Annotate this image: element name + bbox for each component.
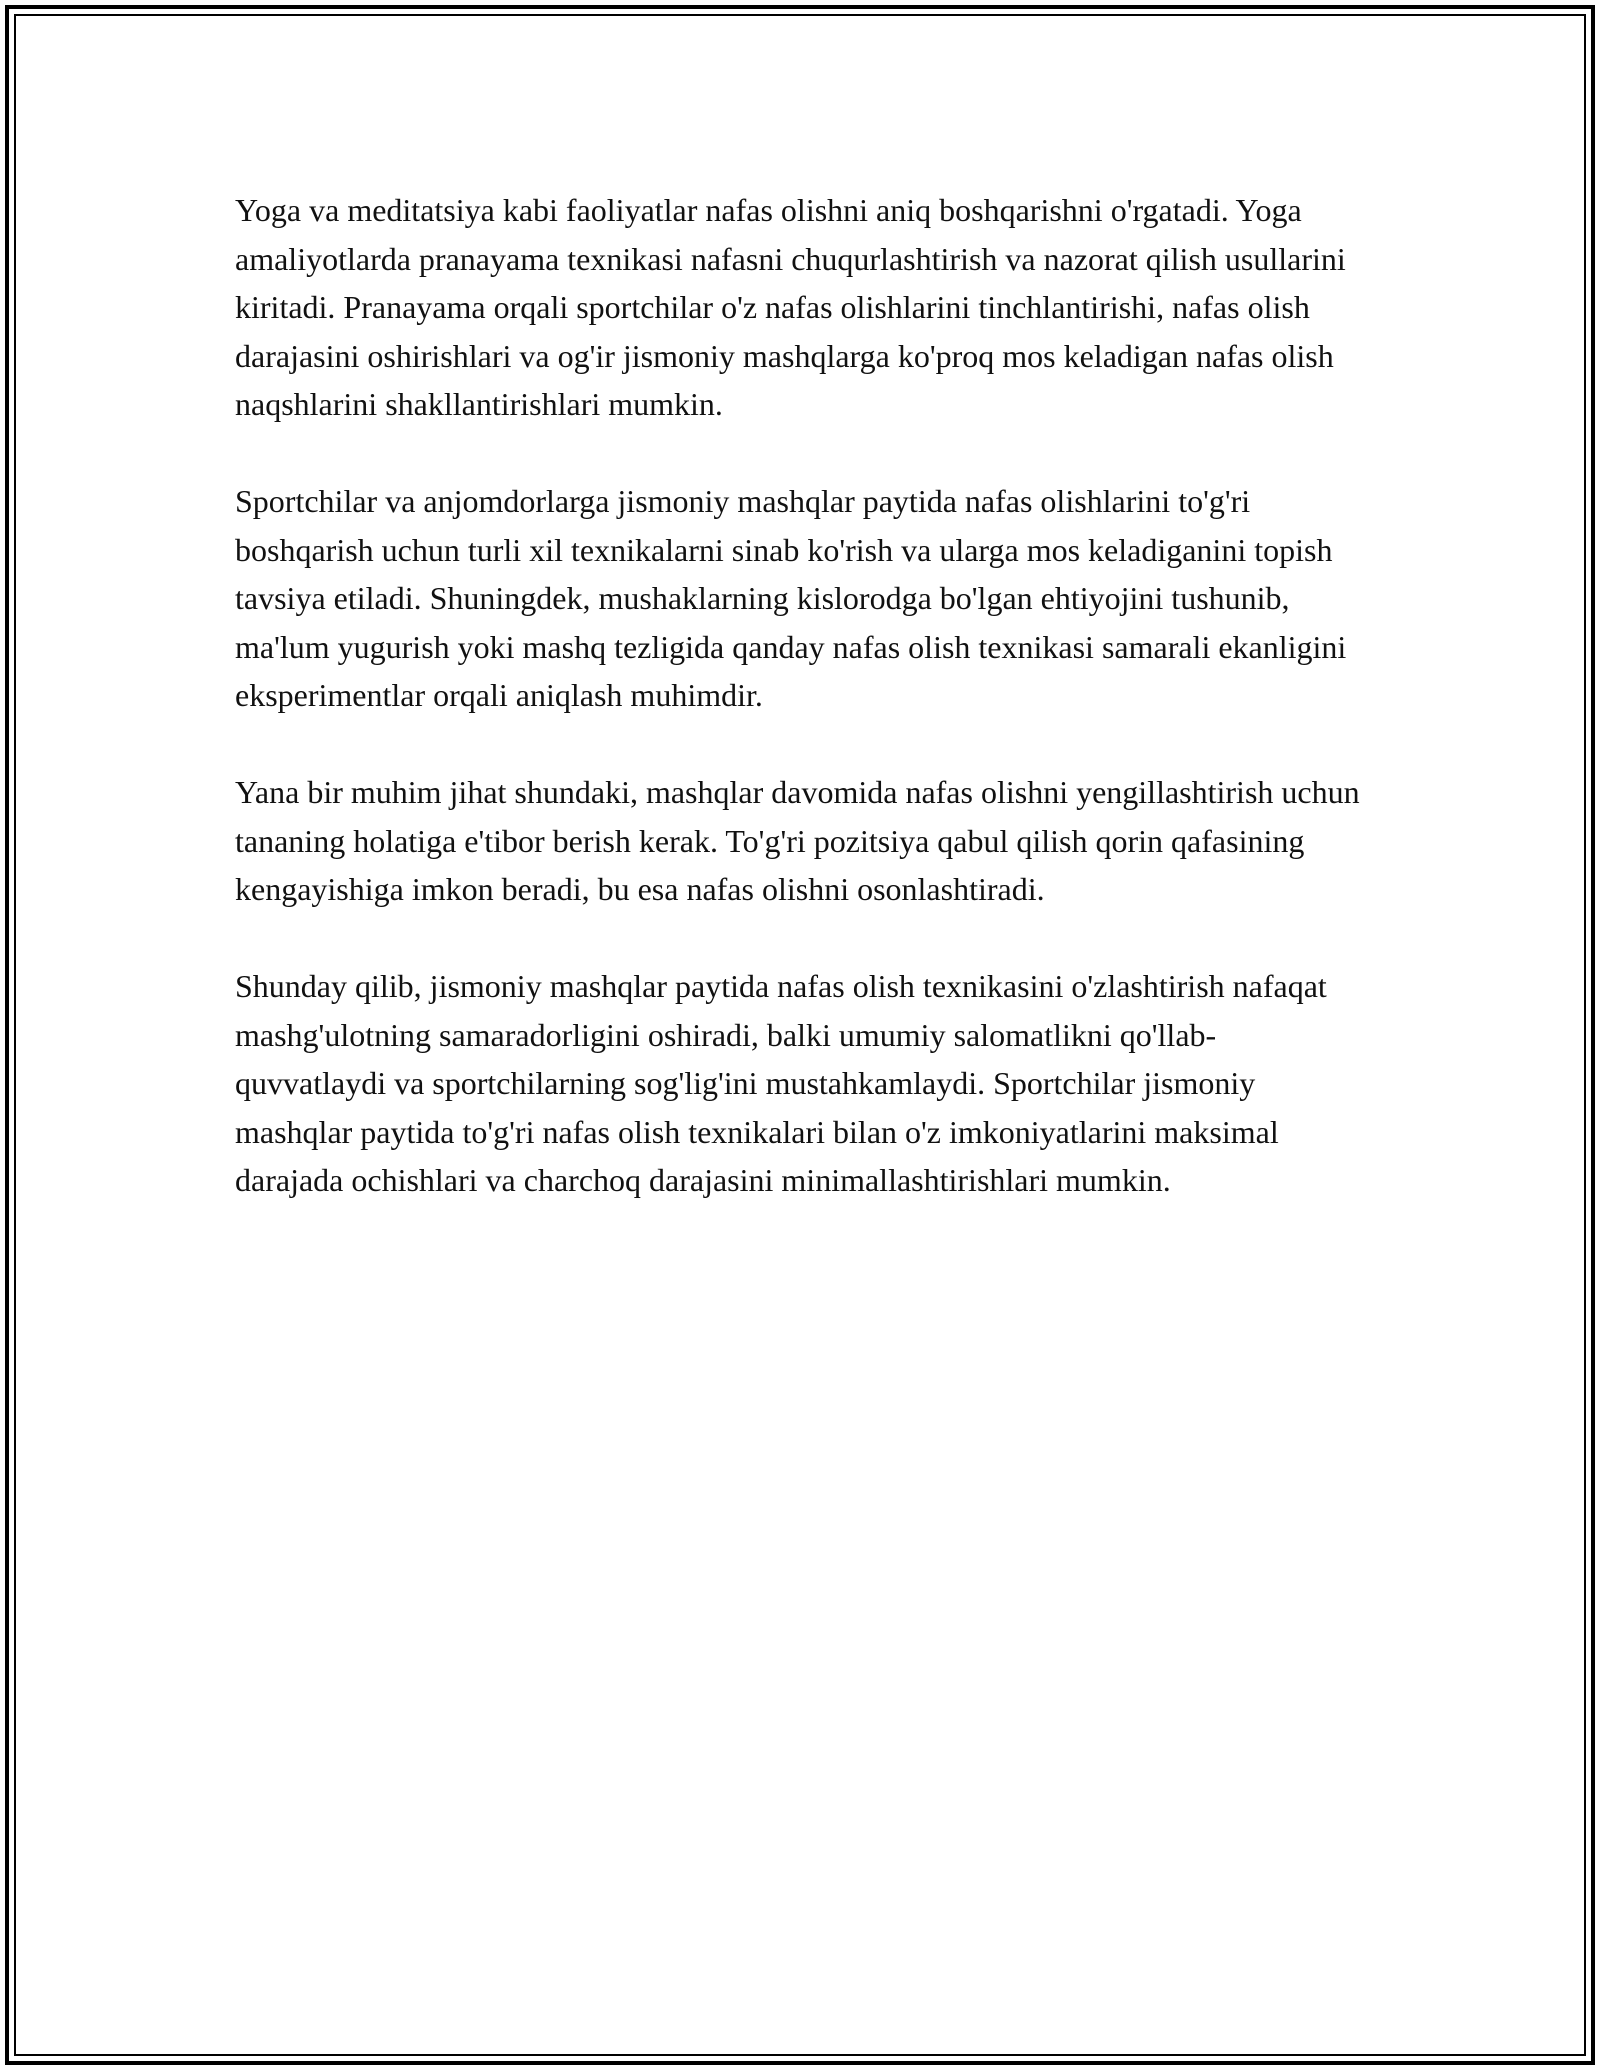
paragraph-4: Shunday qilib, jismoniy mashqlar paytida nafas olish texnikasini o'zlashtirish nafaqat mashg'ulotning samaradorligini oshiradi, balki umumiy salomatlikni qo'llab-quvvatlaydi va sportchilarning sog'lig'ini mustahkamlaydi. Sportchilar jismoniy mashqlar paytida to'g'ri nafas olish texnikalari bilan o'z imkoniyatlarini maksimal darajada ochishlari va charchoq darajasini minimallashtirishlari mumkin. bbox=[235, 968, 1327, 1198]
document-body bbox=[235, 186, 1365, 1253]
paragraph-1: Yoga va meditatsiya kabi faoliyatlar nafas olishni aniq boshqarishni o'rgatadi. Yoga amaliyotlarda pranayama texnikasi nafasni chuqurlashtirish va nazorat qilish usullarini kiritadi. Pranayama orqali sportchilar o'z nafas olishlarini tinchlantirishi, nafas olish darajasini oshirishlari va og'ir jismoniy mashqlarga ko'proq mos keladigan nafas olish naqshlarini shakllantirishlari mumkin. bbox=[235, 192, 1346, 422]
paragraph-2: Sportchilar va anjomdorlarga jismoniy mashqlar paytida nafas olishlarini to'g'ri boshqarish uchun turli xil texnikalarni sinab ko'rish va ularga mos keladiganini topish tavsiya etiladi. Shuningdek, mushaklarning kislorodga bo'lgan ehtiyojini tushunib, ma'lum yugurish yoki mashq tezligida qanday nafas olish texnikasi samarali ekanligini eksperimentlar orqali aniqlash muhimdir. bbox=[235, 483, 1347, 713]
paragraph-3: Yana bir muhim jihat shundaki, mashqlar davomida nafas olishni yengillashtirish uchun tananing holatiga e'tibor berish kerak. To'g'ri pozitsiya qabul qilish qorin qafasining kengayishiga imkon beradi, bu esa nafas olishni osonlashtiradi. bbox=[235, 774, 1360, 907]
